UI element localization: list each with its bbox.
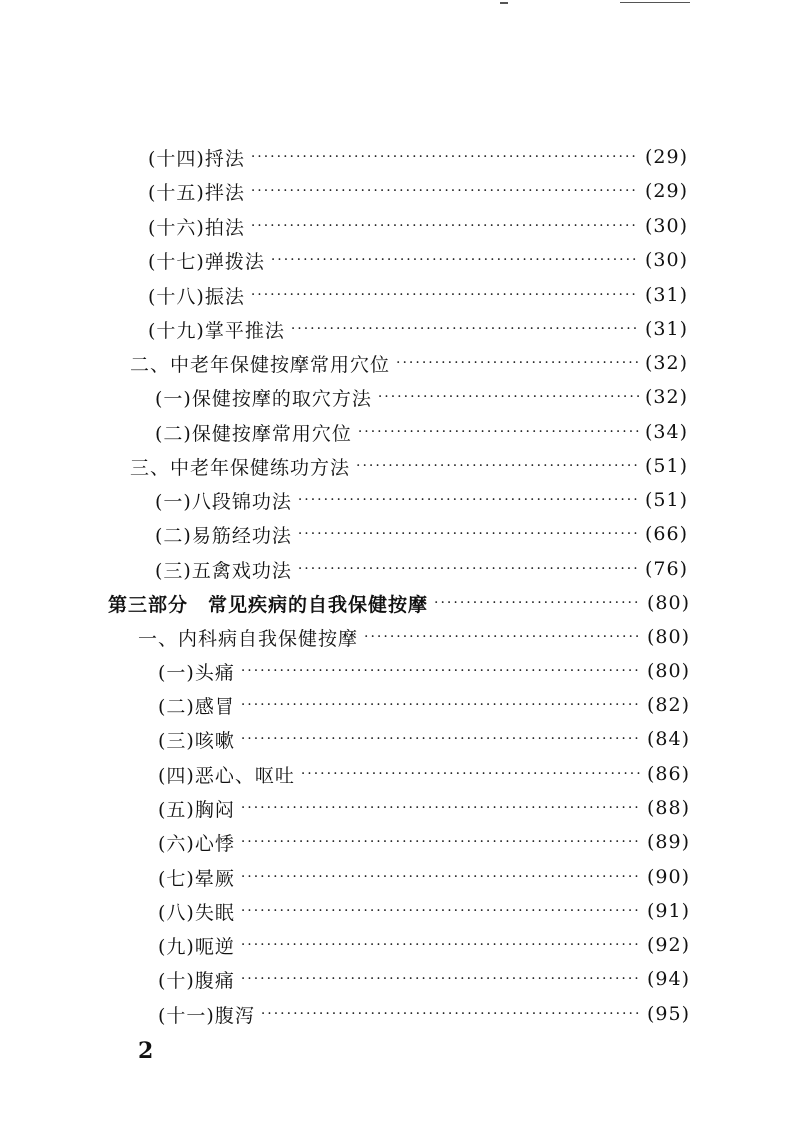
toc-entry-label: (十七)弹拨法 (148, 250, 265, 273)
leader-dots (301, 766, 641, 782)
toc-entry-page: (51) (644, 489, 688, 511)
toc-entry (158, 724, 690, 754)
toc-entry-page: (34) (644, 421, 688, 443)
toc-entry-page: (84) (646, 728, 690, 750)
toc-entry-label: (十九)掌平推法 (148, 319, 285, 342)
toc-entry-page: (80) (646, 592, 690, 614)
toc-entry-label: 一、内科病自我保健按摩 (138, 627, 359, 650)
leader-dots (261, 1006, 641, 1022)
toc-entry (148, 142, 688, 172)
toc-entry-label: (一)八段锦功法 (155, 490, 292, 513)
toc-entry-label: (十一)腹泻 (158, 1004, 255, 1027)
toc-entry-label: (八)失眠 (158, 901, 235, 924)
toc-entry-label: (五)胸闷 (158, 798, 235, 821)
toc-entry-label: (六)心悸 (158, 832, 235, 855)
toc-entry-label: (十八)振法 (148, 285, 245, 308)
toc-entry-label: (四)恶心、呕吐 (158, 764, 295, 787)
leader-dots (241, 800, 641, 816)
toc-entry-page: (91) (646, 900, 690, 922)
toc-entry-label: 第三部分 常见疾病的自我保健按摩 (108, 593, 429, 616)
toc-entry (158, 656, 690, 686)
toc-entry-page: (82) (646, 694, 690, 716)
leader-dots (358, 424, 639, 440)
toc-entry-label: (一)保健按摩的取穴方法 (155, 387, 372, 410)
leader-dots (434, 595, 641, 611)
toc-section (130, 348, 688, 378)
leader-dots (298, 561, 639, 577)
toc-entry (158, 690, 690, 720)
toc-entry-label: (十)腹痛 (158, 969, 235, 992)
toc-entry-label: (十六)拍法 (148, 216, 245, 239)
toc-entry-page: (86) (646, 763, 690, 785)
toc-entry-page: (31) (644, 318, 688, 340)
toc-entry (158, 862, 690, 892)
toc-entry (158, 964, 690, 994)
toc-entry-label: (三)五禽戏功法 (155, 559, 292, 582)
toc-entry-label: 二、中老年保健按摩常用穴位 (130, 353, 391, 376)
leader-dots (378, 389, 639, 405)
toc-entry-label: (二)易筋经功法 (155, 524, 292, 547)
leader-dots (241, 697, 641, 713)
toc-entry (158, 759, 690, 789)
toc-entry-page: (29) (644, 180, 688, 202)
toc-part-heading (108, 588, 690, 618)
toc-section (138, 622, 690, 652)
leader-dots (298, 492, 639, 508)
toc-entry (155, 519, 688, 549)
scan-artifact (500, 2, 508, 4)
toc-entry-page: (90) (646, 866, 690, 888)
toc-section (130, 451, 688, 481)
leader-dots (241, 937, 641, 953)
leader-dots (241, 834, 641, 850)
leader-dots (271, 252, 639, 268)
toc-entry (155, 485, 688, 515)
leader-dots (241, 869, 641, 885)
toc-entry-page: (31) (644, 284, 688, 306)
leader-dots (396, 355, 639, 371)
toc-entry (155, 382, 688, 412)
leader-dots (241, 731, 641, 747)
toc-entry (158, 930, 690, 960)
toc-entry-page: (32) (644, 352, 688, 374)
toc-entry-label: (十五)拌法 (148, 181, 245, 204)
scan-artifact (620, 2, 690, 3)
leader-dots (291, 321, 639, 337)
toc-entry-page: (94) (646, 968, 690, 990)
toc-entry (148, 245, 688, 275)
toc-entry (148, 176, 688, 206)
toc-entry-page: (32) (644, 386, 688, 408)
toc-entry-page: (76) (644, 558, 688, 580)
toc-entry (148, 280, 688, 310)
toc-entry (148, 211, 688, 241)
leader-dots (298, 526, 639, 542)
toc-entry (158, 793, 690, 823)
toc-entry (158, 999, 690, 1029)
leader-dots (251, 149, 639, 165)
leader-dots (356, 458, 639, 474)
toc-entry-page: (30) (644, 215, 688, 237)
toc-entry-page: (80) (646, 660, 690, 682)
leader-dots (241, 663, 641, 679)
toc-entry-page: (30) (644, 249, 688, 271)
toc-entry (158, 827, 690, 857)
toc-entry-page: (29) (644, 146, 688, 168)
toc-entry-page: (51) (644, 455, 688, 477)
leader-dots (241, 971, 641, 987)
page-number: 2 (138, 1038, 154, 1064)
toc-entry-label: (二)感冒 (158, 695, 235, 718)
toc-entry-label: (十四)捋法 (148, 147, 245, 170)
toc-entry-page: (95) (646, 1003, 690, 1025)
leader-dots (251, 287, 639, 303)
toc-entry (155, 417, 688, 447)
toc-entry-label: (二)保健按摩常用穴位 (155, 422, 352, 445)
leader-dots (251, 218, 639, 234)
toc-entry-label: (一)头痛 (158, 661, 235, 684)
toc-entry-label: (三)咳嗽 (158, 729, 235, 752)
toc-entry-page: (66) (644, 523, 688, 545)
toc-entry (155, 554, 688, 584)
toc-entry-page: (89) (646, 831, 690, 853)
toc-entry-label: (九)呃逆 (158, 935, 235, 958)
leader-dots (251, 183, 639, 199)
toc-entry-page: (92) (646, 934, 690, 956)
toc-entry-label: (七)晕厥 (158, 867, 235, 890)
leader-dots (241, 903, 641, 919)
toc-entry (158, 896, 690, 926)
toc-entry-page: (88) (646, 797, 690, 819)
toc-entry-page: (80) (646, 626, 690, 648)
toc-entry (148, 314, 688, 344)
leader-dots (364, 629, 641, 645)
toc-entry-label: 三、中老年保健练功方法 (130, 456, 351, 479)
